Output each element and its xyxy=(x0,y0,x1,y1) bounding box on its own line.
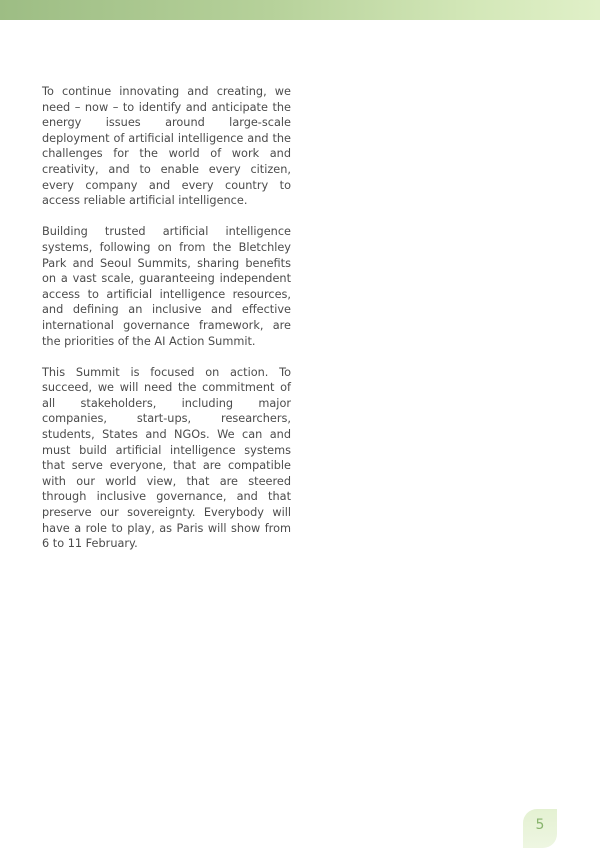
page-number: 5 xyxy=(535,817,545,833)
body-text xyxy=(42,84,291,567)
paragraph-3: This Summit is focused on action. To succeed, we will need the commitment of all stakeholders, including major companies, start-ups, researchers, students, States and NGOs. We can and must build artificial intelligence systems that serve everyone, that are compatible with our world view, that are steered through inclusive governance, and that preserve our sovereignty. Everybody will have a role to play, as Paris will show from 6 to 11 February. xyxy=(42,365,291,551)
paragraph-1: To continue innovating and creating, we need – now – to identify and anticipate the energy issues around large-scale deployment of artificial intelligence and the challenges for the world of work and creativity, and to enable every citizen, every company and every country to access reliable artificial intelligence. xyxy=(42,85,291,208)
page-number-tab xyxy=(523,809,557,848)
header-band xyxy=(0,0,600,20)
paragraph-2: Building trusted artificial intelligence systems, following on from the Bletchley Park and Seoul Summits, sharing benefits on a vast scale, guaranteeing independent access to artificial intelligence resources, and defining an inclusive and effective international governance framework, are the priorities of the AI Action Summit. xyxy=(42,225,291,348)
